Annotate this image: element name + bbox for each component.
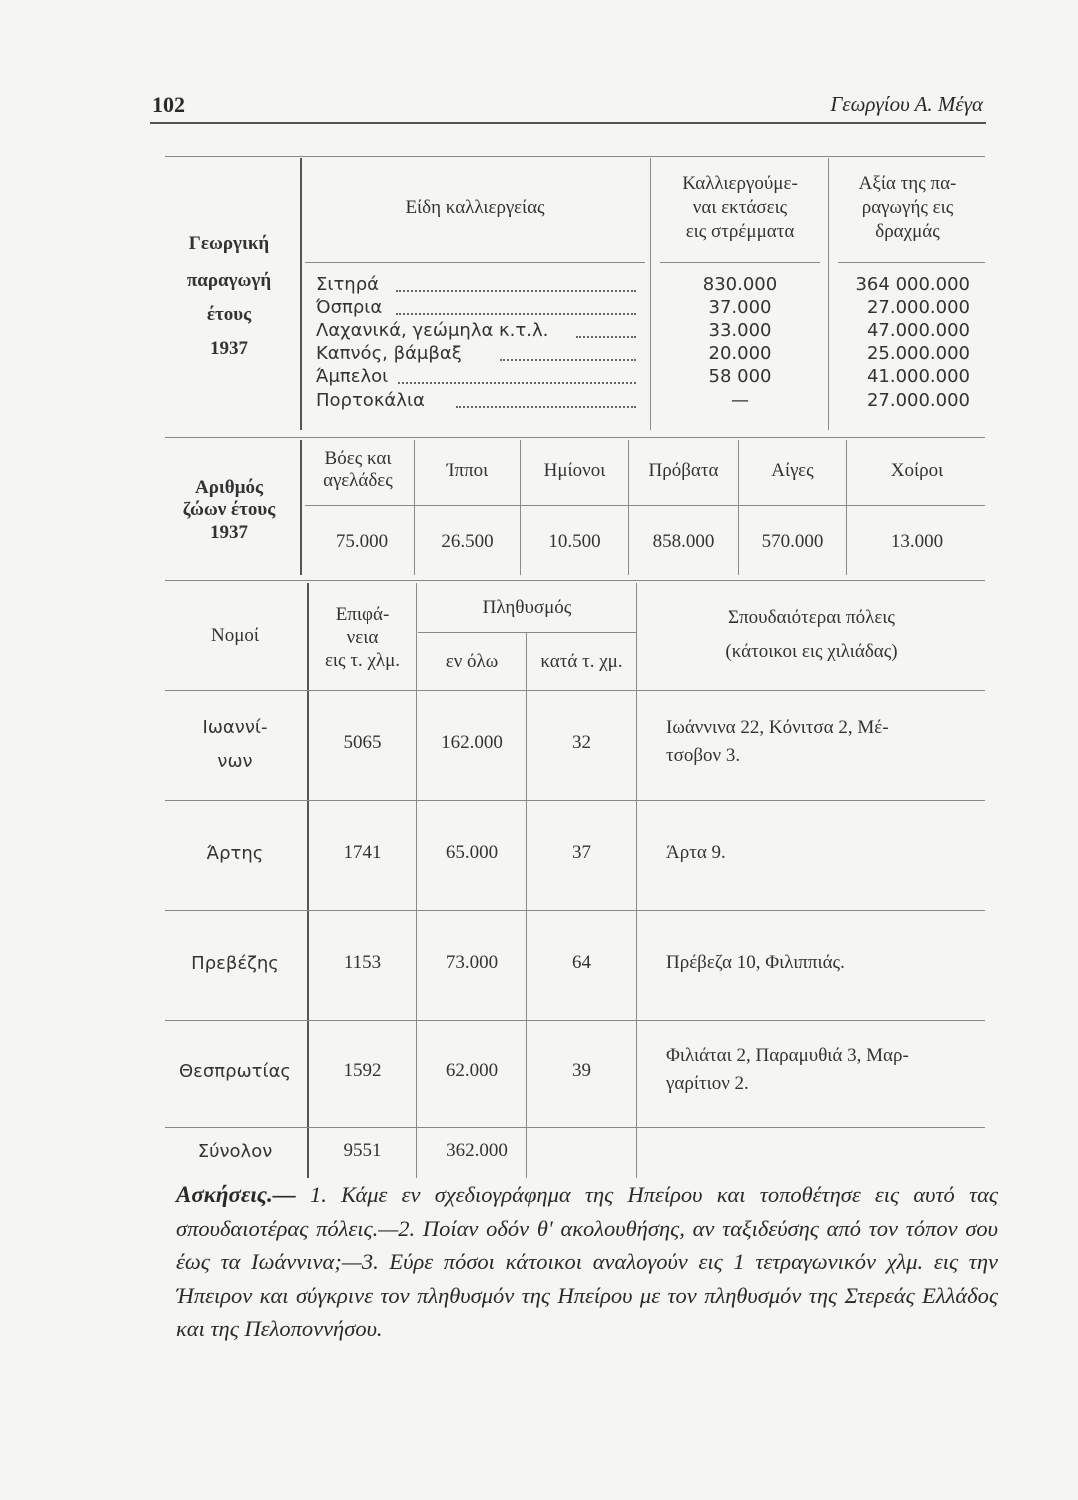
prefecture-population: 73.000: [445, 952, 499, 973]
prefecture-cities: γαρίτιον 2.: [666, 1073, 749, 1094]
animal-count: 26.500: [441, 531, 494, 552]
divider: [828, 158, 829, 430]
divider: [636, 583, 637, 1178]
crop-area: 58 000: [708, 366, 772, 387]
dot-leader: [396, 313, 636, 315]
divider: [838, 262, 985, 263]
column-header: (κάτοικοι εις χιλιάδας): [725, 641, 898, 662]
dot-leader: [576, 336, 636, 338]
divider: [660, 262, 820, 263]
dot-leader: [398, 382, 636, 384]
divider: [300, 158, 302, 430]
row-label: Γεωργική: [188, 233, 270, 254]
prefecture-density: 37: [572, 842, 591, 863]
column-header: νεια: [346, 627, 379, 648]
animal-header: Βόες και: [324, 448, 392, 469]
row-label: παραγωγή: [186, 270, 272, 291]
column-header: Πληθυσμός: [482, 597, 572, 618]
prefecture-cities: Άρτα 9.: [666, 842, 726, 863]
column-header: Νομοί: [210, 625, 260, 646]
crop-name: Όσπρια: [316, 297, 383, 318]
exercises-text: 1. Κάμε εν σχεδιογράφημα της Ηπείρου και τοποθέτησε εις αυτό τας σπουδαιοτέρας πόλεις.—2. Ποίαν οδόν θ' ακολουθήσης, αν ταξιδεύσης από τον τόπον σου έως τα Ιωάννινα;—3. Εύρε πόσοι κάτοικοι αναλογούν εις 1 τετραγωνικόν χλμ. εις την Ήπειρον και σύγκρινε τον πληθυσμόν της Ηπείρου με τον πληθυσμόν της Στερεάς Ελλάδος και της Πελοποννήσου.: [176, 1182, 999, 1341]
divider: [165, 1127, 985, 1128]
crop-name: Σιτηρά: [316, 274, 379, 295]
column-header: εις τ. χλμ.: [324, 650, 401, 671]
row-label: 1937: [210, 338, 248, 359]
prefecture-density: 39: [572, 1060, 591, 1081]
crop-value: 47.000.000: [866, 320, 970, 341]
prefecture-name: Θεσπρωτίας: [179, 1061, 291, 1082]
column-header: κατά τ. χμ.: [540, 651, 623, 672]
crop-area: 33.000: [708, 320, 772, 341]
crop-area: —: [731, 390, 749, 411]
column-header: ναι εκτάσεις: [692, 197, 788, 218]
animal-count: 13.000: [890, 531, 944, 552]
crop-name: Καπνός, βάμβαξ: [316, 343, 462, 364]
total-population: 362.000: [446, 1140, 508, 1161]
running-title: Γεωργίου Α. Μέγα: [830, 92, 983, 116]
crop-name: Λαχανικά, γεώμηλα κ.τ.λ.: [316, 320, 549, 341]
animal-count: 75.000: [335, 531, 389, 552]
animal-header: Πρόβατα: [648, 460, 719, 481]
column-header: εις στρέμματα: [685, 221, 795, 242]
row-label: 1937: [210, 522, 248, 543]
prefecture-cities: Πρέβεζα 10, Φιλιππιάς.: [666, 952, 845, 973]
divider: [526, 632, 527, 1178]
header-rule: [150, 122, 986, 124]
prefecture-name: Άρτης: [206, 843, 264, 864]
column-header: ραγωγής εις: [861, 197, 954, 218]
prefecture-density: 32: [572, 732, 591, 753]
column-header: δραχμάς: [875, 221, 940, 242]
prefecture-population: 62.000: [445, 1060, 499, 1081]
divider: [165, 1020, 985, 1021]
crop-value: 25.000.000: [866, 343, 970, 364]
animal-header: Αίγες: [771, 460, 814, 481]
row-label: Αριθμός: [195, 477, 263, 498]
crop-name: Άμπελοι: [316, 366, 389, 387]
crop-value: 364 000.000: [855, 274, 970, 295]
dot-leader: [500, 359, 636, 361]
divider: [305, 262, 645, 263]
dot-leader: [396, 290, 636, 292]
crop-area: 830.000: [702, 274, 778, 295]
crop-name: Πορτοκάλια: [316, 390, 425, 411]
prefecture-area: 1741: [343, 842, 382, 863]
animal-count: 570.000: [761, 531, 824, 552]
divider: [416, 583, 417, 1178]
prefecture-name: Πρεβέζης: [191, 953, 279, 974]
crop-area: 20.000: [708, 343, 772, 364]
prefecture-density: 64: [572, 952, 591, 973]
crop-value: 27.000.000: [866, 297, 970, 318]
column-header: Σπουδαιότεραι πόλεις: [728, 607, 895, 628]
animal-header: αγελάδες: [323, 470, 393, 491]
column-header: εν όλω: [445, 651, 499, 672]
prefecture-cities: Ιωάννινα 22, Κόνιτσα 2, Μέ-: [666, 717, 889, 738]
divider: [418, 632, 636, 633]
divider: [305, 505, 985, 506]
divider: [650, 158, 651, 430]
prefecture-population: 162.000: [441, 732, 503, 753]
prefecture-area: 1153: [343, 952, 382, 973]
animal-count: 858.000: [652, 531, 715, 552]
prefecture-name: νων: [217, 751, 253, 772]
column-header: Επιφά-: [335, 604, 390, 625]
divider: [165, 580, 985, 581]
page-number: 102: [152, 92, 185, 117]
animal-header: Ημίονοι: [543, 460, 606, 481]
row-label: ζώων έτους: [182, 499, 276, 520]
crop-value: 27.000.000: [866, 390, 970, 411]
prefecture-population: 65.000: [445, 842, 499, 863]
exercises-label: Ασκήσεις.—: [176, 1182, 296, 1207]
dot-leader: [456, 406, 636, 408]
animal-header: Ίπποι: [446, 460, 489, 481]
divider: [165, 910, 985, 911]
animal-header: Χοίροι: [890, 460, 944, 481]
total-area: 9551: [343, 1140, 382, 1161]
total-label: Σύνολον: [197, 1141, 273, 1162]
divider: [165, 437, 985, 438]
prefecture-area: 5065: [343, 732, 382, 753]
column-header: Καλλιεργούμε-: [682, 173, 798, 194]
row-label: έτους: [206, 304, 252, 325]
prefecture-cities: Φιλιάται 2, Παραμυθιά 3, Μαρ-: [666, 1045, 909, 1066]
prefecture-area: 1592: [343, 1060, 382, 1081]
divider: [165, 800, 985, 801]
crop-area: 37.000: [708, 297, 772, 318]
column-header: Είδη καλλιεργείας: [405, 197, 545, 218]
divider: [165, 156, 985, 157]
prefecture-cities: τσοβον 3.: [666, 745, 741, 766]
divider: [307, 583, 309, 1178]
crop-value: 41.000.000: [866, 366, 970, 387]
prefecture-name: Ιωαννί-: [202, 717, 268, 738]
animal-count: 10.500: [548, 531, 601, 552]
divider: [165, 690, 985, 691]
column-header: Αξία της πα-: [858, 173, 957, 194]
exercises-paragraph: [176, 1178, 998, 1346]
